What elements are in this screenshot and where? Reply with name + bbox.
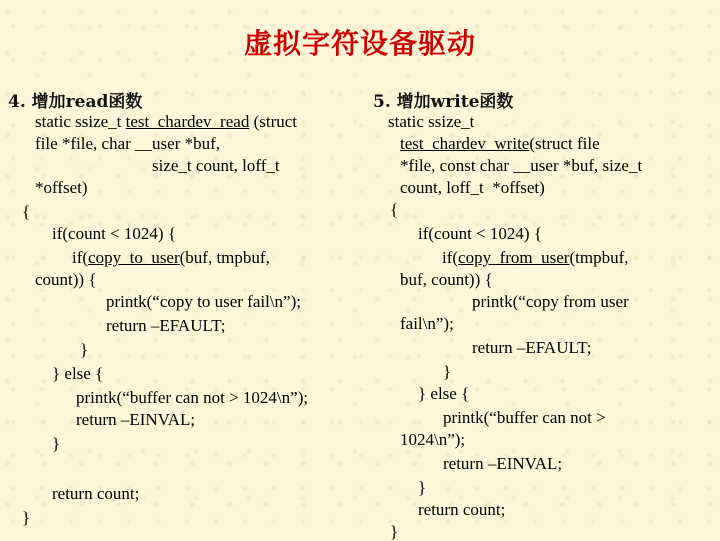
code-line: count, loff_t *offset) (400, 178, 545, 197)
code-line: } else { (418, 384, 470, 403)
code-line: buf, count)) { (400, 270, 493, 289)
function-name: test_chardev_read (125, 112, 250, 131)
code-line: test_chardev_write(struct file (400, 134, 600, 153)
code-line: if(copy_to_user(buf, tmpbuf, (72, 248, 270, 267)
code-line: return –EINVAL; (76, 410, 196, 429)
code-line: } (443, 362, 452, 381)
code-line: fail\n”); (400, 314, 454, 333)
code-line: } (22, 508, 31, 527)
code-line: { (390, 200, 399, 219)
code-line: size_t count, loff_t (152, 156, 280, 175)
code-line: } (80, 340, 89, 359)
code-line: } (52, 434, 61, 453)
code-line: count)) { (35, 270, 97, 289)
function-name: test_chardev_write (400, 134, 530, 153)
code-line: 1024\n”); (400, 430, 466, 449)
code-line: printk(“copy from user (472, 292, 629, 311)
code-line: return count; (52, 484, 140, 503)
read-function-heading: 4. 增加read函数 (8, 92, 143, 112)
code-line: *file, const char __user *buf, size_t (400, 156, 643, 175)
code-line: printk(“copy to user fail\n”); (106, 292, 301, 311)
code-line: if(count < 1024) { (418, 224, 542, 243)
function-name: copy_from_user (458, 248, 570, 267)
code-line: { (22, 202, 31, 221)
code-line: if(copy_from_user(tmpbuf, (442, 248, 629, 267)
code-line: return count; (418, 500, 506, 519)
slide-title: 虚拟字符设备驱动 (243, 27, 476, 60)
code-line: static ssize_t test_chardev_read (struct (35, 112, 298, 131)
code-line: file *file, char __user *buf, (35, 134, 221, 153)
code-line: printk(“buffer can not > (443, 408, 606, 427)
code-line: } else { (52, 364, 104, 383)
code-line: } (390, 522, 399, 541)
code-line: if(count < 1024) { (52, 224, 176, 243)
code-line: printk(“buffer can not > 1024\n”); (76, 388, 309, 407)
code-line: return –EINVAL; (443, 454, 563, 473)
code-line: *offset) (35, 178, 88, 197)
code-line: static ssize_t (388, 112, 475, 131)
write-function-heading: 5. 增加write函数 (373, 92, 514, 112)
function-name: copy_to_user (88, 248, 180, 267)
code-line: } (418, 478, 427, 497)
code-line: return –EFAULT; (106, 316, 226, 335)
code-line: return –EFAULT; (472, 338, 592, 357)
